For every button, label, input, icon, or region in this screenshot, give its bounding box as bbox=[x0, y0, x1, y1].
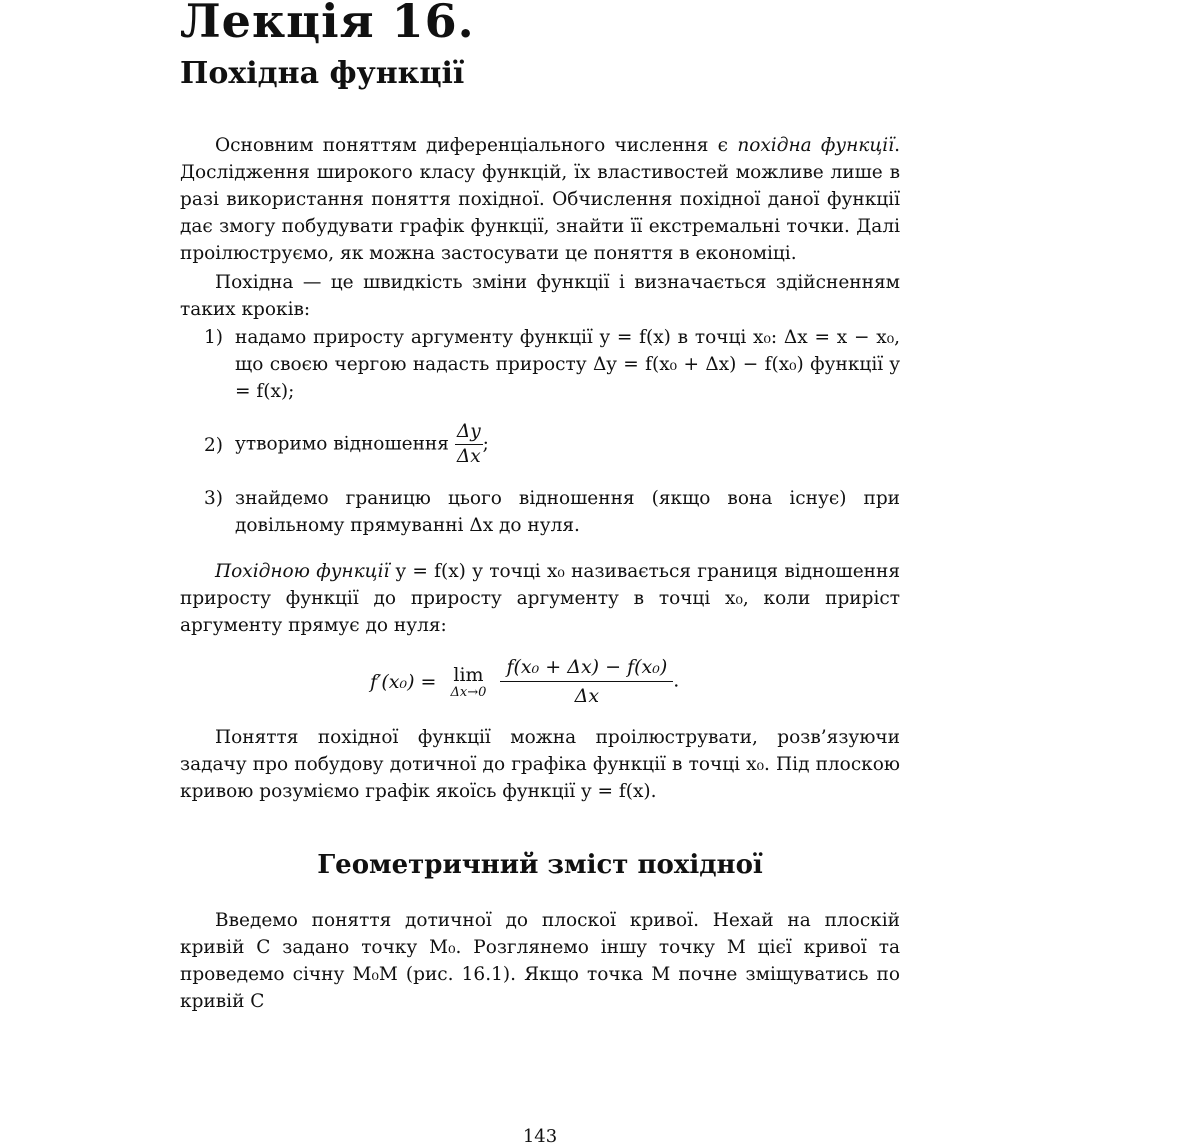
formula-denominator: Δx bbox=[574, 685, 600, 707]
ratio-fraction bbox=[455, 420, 483, 469]
ratio-numerator: Δy bbox=[455, 420, 483, 445]
page-number: 143 bbox=[522, 1126, 558, 1147]
ratio-denominator: Δx bbox=[456, 446, 481, 467]
step-3-text: знайдемо границю цього відношення (якщо вона існує) при довільному прямуванні Δx до нуля. bbox=[235, 488, 900, 536]
lecture-subtitle: Похідна функції bbox=[180, 56, 465, 91]
definition-text: y = f(x) у точці x₀ називається границя відношення приросту функції до приросту аргументу в точці x₀, коли приріст аргументу прямує до нуля: bbox=[180, 561, 901, 636]
formula-fraction bbox=[500, 653, 673, 710]
formula-lim-word: lim bbox=[453, 663, 484, 686]
derivative-formula bbox=[370, 653, 679, 710]
tangent-paragraph: Поняття похідної функції можна проілюструвати, розв’язуючи задачу про побудову дотичної до графіка функції в точці x₀. Під плоскою кривою розуміємо графік якоїсь функції y = f(x). bbox=[180, 727, 900, 802]
step-1 bbox=[180, 324, 900, 405]
section-heading: Геометричний зміст похідної bbox=[317, 850, 763, 880]
formula-lhs: f′(x₀) = bbox=[370, 670, 437, 693]
formula-lim-subscript: Δx→0 bbox=[450, 684, 487, 700]
step-2-text: утворимо відношення bbox=[235, 433, 449, 455]
step-1-text: надамо приросту аргументу функції y = f(x) в точці x₀: Δx = x − x₀, що своєю чергою надасть приросту Δy = f(x₀ + Δx) − f(x₀) функції y = f(x); bbox=[235, 327, 900, 402]
formula-numerator: f(x₀ + Δx) − f(x₀) bbox=[500, 653, 673, 682]
step-2-body bbox=[235, 420, 900, 469]
step-2-number: 2) bbox=[204, 435, 223, 456]
intro-emphasis: похідна функції bbox=[737, 135, 895, 156]
step-2 bbox=[180, 420, 900, 469]
section-paragraph: Введемо поняття дотичної до плоскої кривої. Нехай на плоскій кривій C задано точку M₀. Розглянемо іншу точку M цієї кривої та проведемо січну M₀M (рис. 16.1). Якщо точка M почне зміщуватись по кривій C bbox=[180, 910, 900, 1012]
formula-limit bbox=[451, 664, 487, 700]
step-1-number: 1) bbox=[204, 327, 223, 348]
step-2-tail: ; bbox=[482, 433, 489, 455]
intro-paragraph bbox=[180, 132, 900, 267]
intro-text-start: Основним поняттям диференціального числення є bbox=[215, 135, 738, 156]
definition-paragraph bbox=[180, 558, 900, 639]
derivative-steps-intro: Похідна — це швидкість зміни функції і визначається здійсненням таких кроків: bbox=[180, 272, 900, 320]
step-3 bbox=[180, 485, 900, 539]
lecture-title: Лекція 16. bbox=[180, 0, 475, 48]
formula-tail: . bbox=[673, 669, 680, 692]
definition-term: Похідною функції bbox=[215, 561, 390, 582]
step-3-number: 3) bbox=[204, 488, 223, 509]
intro-text-end: . Дослідження широкого класу функцій, їх властивостей можливе лише в разі використання поняття похідної. Обчислення похідної даної функції дає змогу побудувати графік функції, знайти її екстремальні точки. Далі проілюструємо, як можна застосувати це поняття в економіці. bbox=[180, 135, 900, 264]
